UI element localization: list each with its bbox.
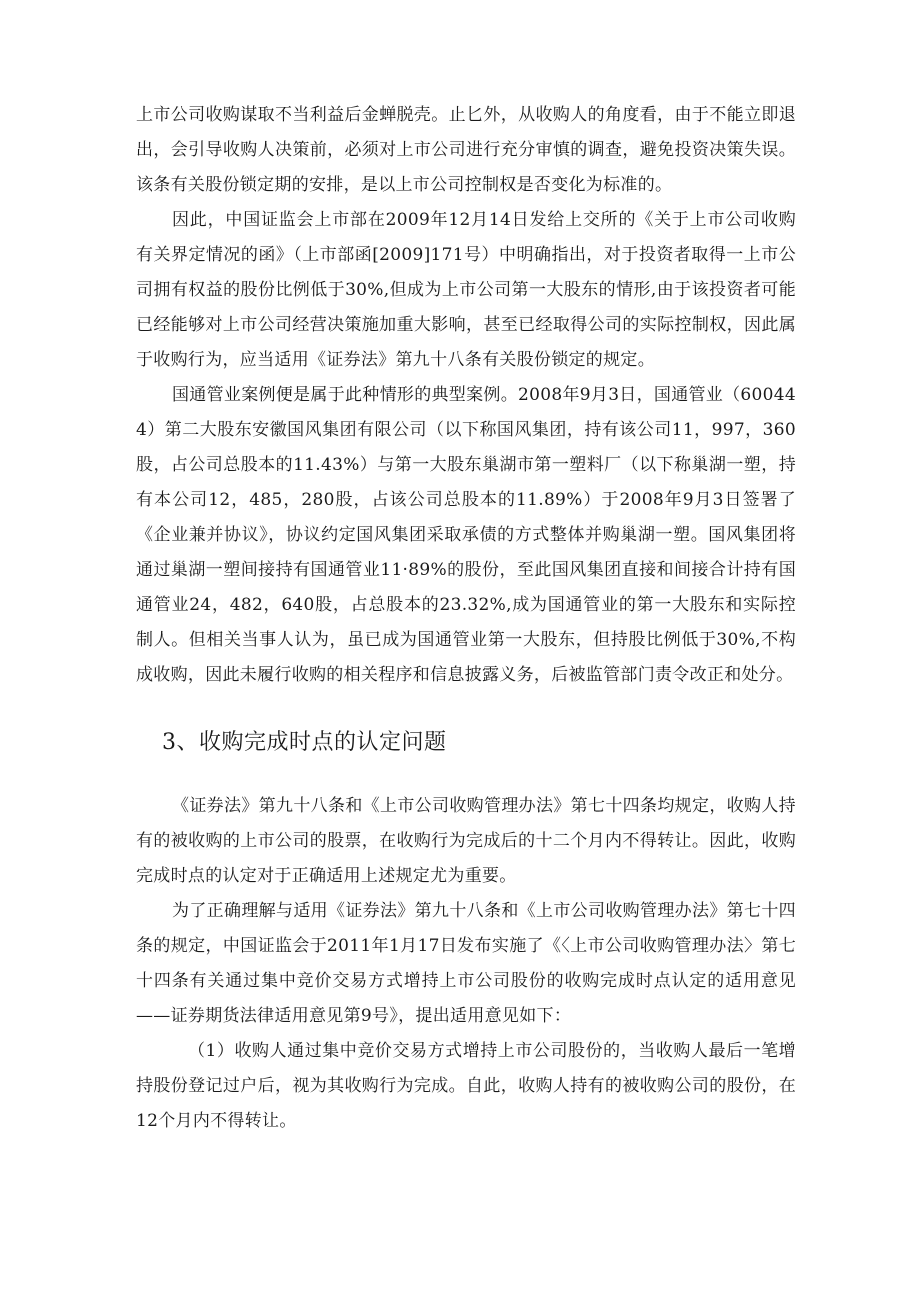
paragraph-6: （1）收购人通过集中竞价交易方式增持上市公司股份的，当收购人最后一笔增持股份登记过户后，视为其收购行为完成。自此，收购人持有的被收购公司的股份，在12个月内不得转让。 — [136, 1041, 796, 1131]
document-page — [136, 98, 796, 1139]
paragraph-4: 《证券法》第九十八条和《上市公司收购管理办法》第七十四条均规定，收购人持有的被收购的上市公司的股票，在收购行为完成后的十二个月内不得转让。因此，收购完成时点的认定对于正确适用上述规定尤为重要。 — [136, 796, 796, 886]
paragraph-5: 为了正确理解与适用《证券法》第九十八条和《上市公司收购管理办法》第七十四条的规定，中国证监会于2011年1月17日发布实施了《〈上市公司收购管理办法〉第七十四条有关通过集中竞价交易方式增持上市公司股份的收购完成时点认定的适用意见——证券期货法律适用意见第9号》，提出适用意见如下： — [136, 901, 796, 1026]
paragraph-3: 国通管业案例便是属于此种情形的典型案例。2008年9月3日，国通管业（600444）第二大股东安徽国风集团有限公司（以下称国风集团，持有该公司11，997，360股，占公司总股本的11.43%）与第一大股东巢湖市第一塑料厂（以下称巢湖一塑，持有本公司12，485，280股，占该公司总股本的11.89%）于2008年9月3日签署了《企业兼并协议》，协议约定国风集团采取承债的方式整体并购巢湖一塑。国风集团将通过巢湖一塑间接持有国通管业11·89%的股份，至此国风集团直接和间接合计持有国通管业24，482，640股，占总股本的23.32%,成为国通管业的第一大股东和实际控制人。但相关当事人认为，虽已成为国通管业第一大股东，但持股比例低于30%,不构成收购，因此未履行收购的相关程序和信息披露义务，后被监管部门责令改正和处分。 — [136, 385, 796, 685]
section-heading: 3、收购完成时点的认定问题 — [162, 730, 447, 755]
paragraph-1: 上市公司收购谋取不当利益后金蝉脱壳。止匕外，从收购人的角度看，由于不能立即退出，会引导收购人决策前，必须对上市公司进行充分审慎的调查，避免投资决策失误。该条有关股份锁定期的安排，是以上市公司控制权是否变化为标准的。 — [136, 105, 796, 195]
paragraph-2: 因此，中国证监会上市部在2009年12月14日发给上交所的《关于上市公司收购有关界定情况的函》（上市部函[2009]171号）中明确指出，对于投资者取得一上市公司拥有权益的股份比例低于30%,但成为上市公司第一大股东的情形,由于该投资者可能已经能够对上市公司经营决策施加重大影响，甚至已经取得公司的实际控制权，因此属于收购行为，应当适用《证券法》第九十八条有关股份锁定的规定。 — [136, 210, 796, 370]
